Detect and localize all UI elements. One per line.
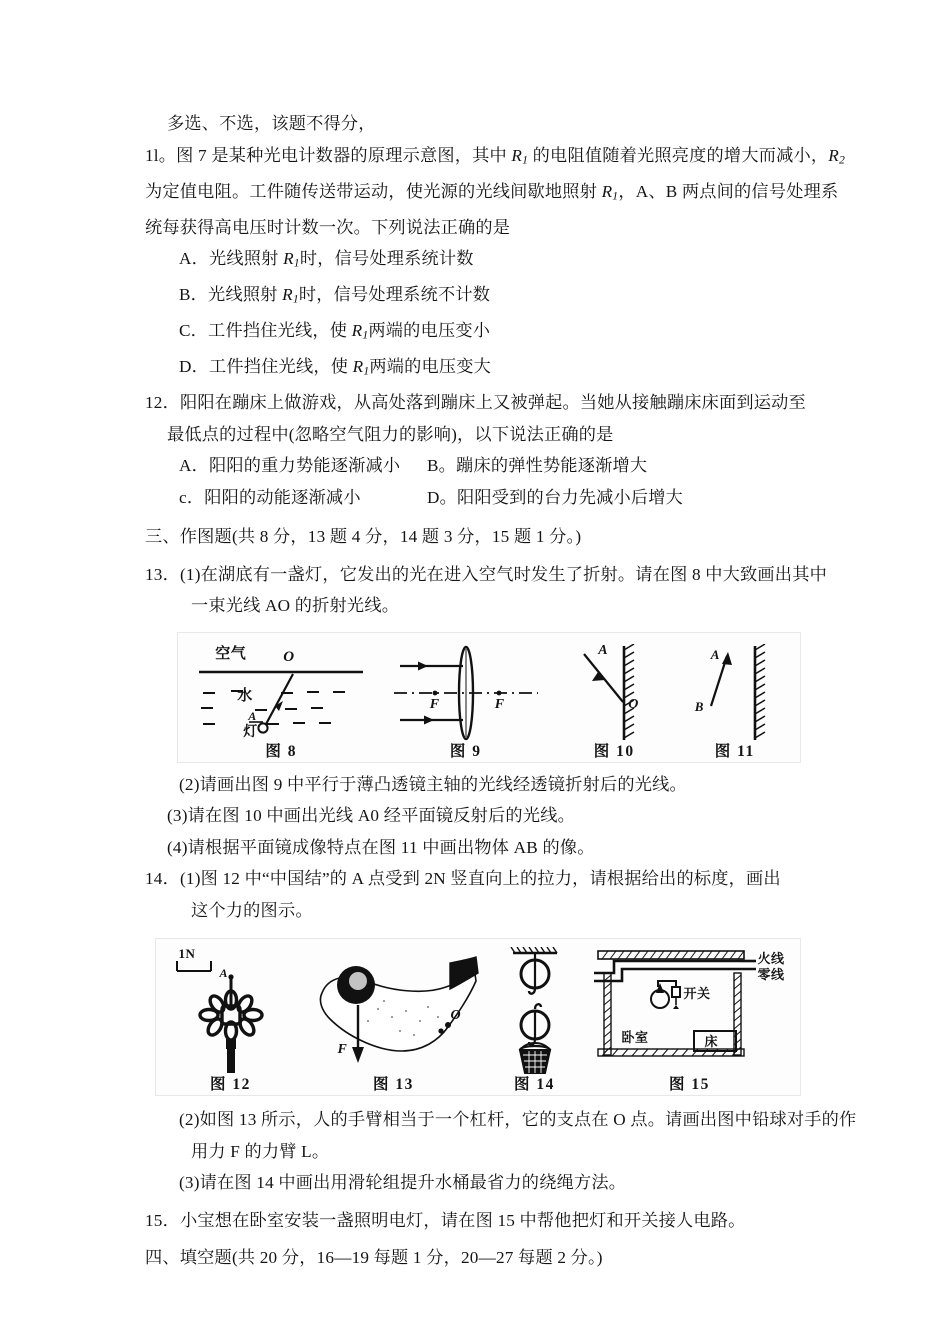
q13-part1-line-1: 13．(1)在湖底有一盏灯，它发出的光在进入空气时发生了折射。请在图 8 中大致画出其中 <box>145 564 827 584</box>
question-12 <box>145 387 840 513</box>
figure-13-canvas <box>308 947 480 1075</box>
question-11 <box>145 140 846 388</box>
q11-option-a[interactable] <box>145 243 840 279</box>
q11-option-a-pre: A．光线照射 <box>179 249 284 269</box>
q11-r1-subscript: 1 <box>522 153 529 167</box>
q12-option-b[interactable]: B。蹦床的弹性势能逐渐增大 <box>427 456 648 476</box>
figure-13-pivot-label: O <box>450 1008 461 1024</box>
q11-stem-text-b: 的电阻值随着光照亮度的增大而减小， <box>528 145 829 165</box>
q11-r1-subscript-2: 1 <box>612 189 619 203</box>
q14-part3: (3)请在图 14 中画出用滑轮组提升水桶最省力的绕绳方法。 <box>179 1173 627 1193</box>
q13-part4: (4)请根据平面镜成像特点在图 11 中画出物体 AB 的像。 <box>167 837 595 857</box>
section-4-heading: 四、填空题(共 20 分，16—19 每题 1 分，20—27 每题 2 分。) <box>145 1248 603 1268</box>
q11-stem-text-d: ，A、B 两点间的信号处理系 <box>618 181 839 201</box>
question-15: 15．小宝想在卧室安装一盏照明电灯，请在图 15 中帮他把灯和开关接人电路。 <box>145 1210 746 1230</box>
question-13 <box>145 559 840 864</box>
figure-strip-8-to-11 <box>177 632 801 763</box>
figure-10-caption: 图 10 <box>593 742 635 760</box>
figure-15-canvas <box>590 947 790 1075</box>
q13-part3: (3)请在图 10 中画出光线 A0 经平面镜反射后的光线。 <box>167 806 575 826</box>
q11-r1-symbol: R <box>511 145 523 165</box>
q12-option-d[interactable]: D。阳阳受到的台力先减小后增大 <box>427 487 684 507</box>
figure-13 <box>308 943 480 1093</box>
carryover-note: 多选、不选，该题不得分， <box>167 114 376 133</box>
q11-option-a-post: 时，信号处理系统计数 <box>299 249 474 269</box>
figure-15-switch-label: 开关 <box>683 986 711 1002</box>
q11-option-d-r: R <box>352 357 364 377</box>
q11-option-c[interactable] <box>145 315 840 351</box>
q11-r2-symbol: R <box>828 145 839 165</box>
figure-9-focus-right-label: F <box>494 696 505 712</box>
q12-stem-line-1: 12．阳阳在蹦床上做游戏，从高处落到蹦床上又被弹起。当她从接触蹦床床面到运动至 <box>145 393 806 413</box>
q12-option-a[interactable]: A．阳阳的重力势能逐渐减小 <box>179 456 401 476</box>
figure-12-canvas <box>167 947 295 1075</box>
q11-stem-line-1 <box>145 140 846 176</box>
q11-option-c-r: R <box>351 321 363 341</box>
q11-option-b[interactable] <box>145 279 840 315</box>
q11-option-c-post: 两端的电压变小 <box>368 321 491 341</box>
figure-15-bedroom-label: 卧室 <box>621 1030 649 1046</box>
figure-10-canvas <box>562 644 666 742</box>
q11-option-d-pre: D．工件挡住光线，使 <box>179 357 353 377</box>
figure-13-caption: 图 13 <box>373 1076 414 1094</box>
figure-14-canvas <box>493 947 577 1075</box>
q14-part2-line-2: 用力 F 的力臂 L。 <box>191 1141 330 1161</box>
section-3-heading: 三、作图题(共 8 分，13 题 4 分，14 题 3 分，15 题 1 分。) <box>145 527 582 547</box>
figure-10-point-a-label: A <box>598 642 608 658</box>
figure-8-caption: 图 8 <box>265 742 298 760</box>
q14-part1-line-1: 14．(1)图 12 中“中国结”的 A 点受到 2N 竖直向上的拉力，请根据给出的标度，画出 <box>145 869 781 889</box>
q11-option-a-r: R <box>283 249 294 269</box>
figure-8-point-a-label: A <box>248 708 257 723</box>
figure-8-canvas <box>193 644 369 742</box>
figure-15 <box>590 943 790 1093</box>
figure-8 <box>193 637 369 760</box>
q12-options-row-2 <box>145 482 840 514</box>
figure-11-point-b-label: B <box>694 698 704 714</box>
q11-option-b-pre: B．光线照射 <box>179 285 283 305</box>
q11-option-c-sub: 1 <box>362 328 369 342</box>
q11-stem-line-3: 统每获得高电压时计数一次。下列说法正确的是 <box>145 217 511 237</box>
q11-stem-text-c: 为定值电阻。工件随传送带运动，使光源的光线间歇地照射 <box>145 181 602 201</box>
q14-part1-line-2: 这个力的图示。 <box>191 900 313 920</box>
figure-14 <box>493 943 577 1093</box>
q13-part2: (2)请画出图 9 中平行于薄凸透镜主轴的光线经透镜折射后的光线。 <box>179 774 687 794</box>
figure-9-focus-left-label: F <box>429 696 440 712</box>
q11-r1-symbol-2: R <box>601 181 613 201</box>
figure-8-water-label: 水 <box>237 686 253 704</box>
figure-8-lamp-label: 灯 <box>243 722 258 739</box>
figure-15-live-wire-label: 火线 <box>757 951 785 967</box>
figure-11 <box>685 637 785 760</box>
q11-r2-subscript: 2 <box>838 153 846 167</box>
figure-10-point-o-label: O <box>628 696 639 712</box>
figure-12-scale-label: 1N <box>178 946 196 962</box>
q11-option-d-sub: 1 <box>363 364 370 378</box>
figure-11-point-a-label: A <box>710 646 720 662</box>
q11-option-d-post: 两端的电压变大 <box>369 357 492 377</box>
figure-11-caption: 图 11 <box>714 742 755 760</box>
q13-part1-line-2: 一束光线 AO 的折射光线。 <box>191 596 400 616</box>
figure-11-canvas <box>685 644 785 742</box>
q11-option-c-pre: C．工件挡住光线，使 <box>179 321 352 341</box>
figure-8-point-o-label: O <box>283 648 295 665</box>
q11-option-a-sub: 1 <box>293 256 300 270</box>
figure-14-caption: 图 14 <box>514 1076 555 1094</box>
q12-stem-line-2: 最低点的过程中(忽略空气阻力的影响)，以下说法正确的是 <box>167 424 614 444</box>
figure-strip-12-to-15 <box>155 938 801 1096</box>
q11-option-d[interactable] <box>145 351 840 387</box>
figure-10 <box>562 637 666 760</box>
q11-stem-line-2 <box>145 176 840 212</box>
figure-15-caption: 图 15 <box>669 1076 710 1094</box>
q14-part2-line-1: (2)如图 13 所示，人的手臂相当于一个杠杆，它的支点在 O 点。请画出图中铅球对手的作 <box>179 1110 857 1130</box>
q11-option-b-post: 时，信号处理系统不计数 <box>298 285 491 305</box>
figure-15-neutral-wire-label: 零线 <box>757 967 785 983</box>
figure-9 <box>388 637 544 760</box>
figure-12 <box>167 943 295 1093</box>
figure-12-caption: 图 12 <box>210 1076 251 1094</box>
q12-option-c[interactable]: c．阳阳的动能逐渐减小 <box>179 487 361 507</box>
q12-options-row-1 <box>145 450 840 482</box>
figure-13-force-label: F <box>337 1042 347 1058</box>
figure-9-caption: 图 9 <box>449 742 482 760</box>
q11-option-b-r: R <box>282 285 293 305</box>
figure-12-point-a-label: A <box>219 966 228 981</box>
q11-option-b-sub: 1 <box>292 292 299 306</box>
q11-stem-text-a: 1l。图 7 是某种光电计数器的原理示意图，其中 <box>145 145 512 165</box>
figure-15-bed-label: 床 <box>704 1034 719 1050</box>
figure-8-air-label: 空气 <box>215 644 247 662</box>
figure-9-canvas <box>388 644 544 742</box>
question-14 <box>145 863 857 1199</box>
